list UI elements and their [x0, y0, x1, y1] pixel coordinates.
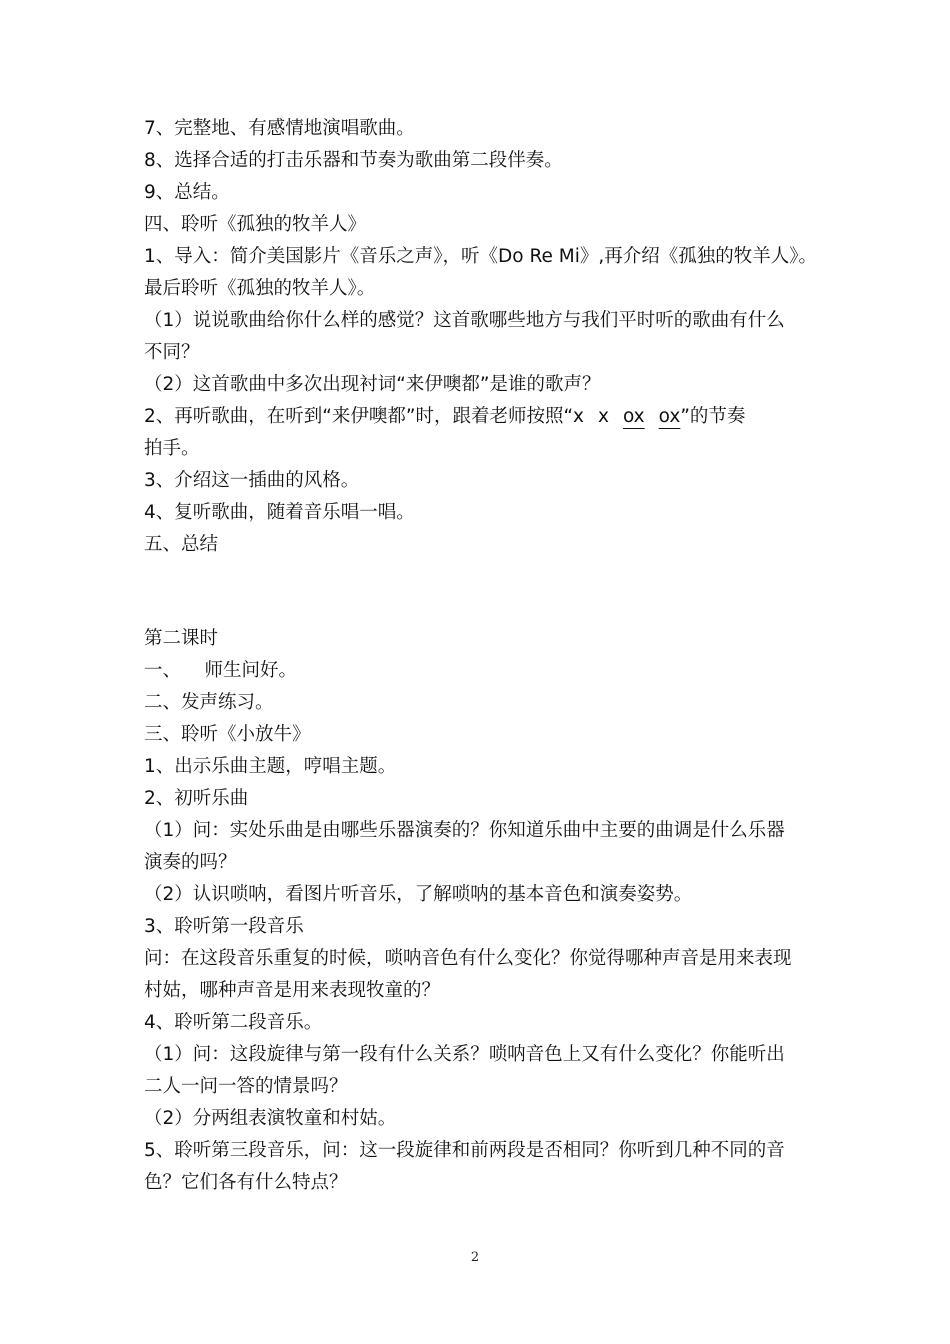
text-line: 最后聆听《孤独的牧羊人》。 [144, 278, 376, 299]
text-line: 演奏的吗？ [144, 852, 237, 873]
text-line: 1、导入：简介美国影片《音乐之声》，听《Do Re Mi》,再介绍《孤独的牧羊人》。 [144, 246, 817, 267]
rhythm-pattern [573, 401, 680, 433]
document-body [144, 113, 817, 1199]
rhythm-note: x [573, 406, 584, 427]
text-line: 问：在这段音乐重复的时候，唢呐音色有什么变化？你觉得哪种声音是用来表现 [144, 948, 792, 969]
text-line: 4、聆听第二段音乐。 [144, 1012, 323, 1033]
rhythm-line-suffix: ”的节奏 [680, 406, 746, 427]
page-number: 2 [470, 1250, 480, 1265]
text-line: 1、出示乐曲主题，哼唱主题。 [144, 756, 397, 777]
text-line: 拍手。 [144, 438, 200, 459]
text-line: 色？它们各有什么特点？ [144, 1172, 348, 1193]
section-gap [144, 561, 810, 623]
text-line: （1）问：实处乐曲是由哪些乐器演奏的？你知道乐曲中主要的曲调是什么乐器 [144, 820, 785, 841]
text-line: 3、介绍这一插曲的风格。 [144, 470, 360, 491]
rhythm-line-prefix: 2、再听歌曲，在听到“来伊噢都”时，跟着老师按照“ [144, 406, 574, 427]
text-line: 2、初听乐曲 [144, 788, 249, 809]
text-line: （2）这首歌曲中多次出现衬词“来伊噢都”是谁的歌声？ [144, 374, 601, 395]
text-line: （2）分两组表演牧童和村姑。 [144, 1108, 397, 1129]
text-line: 二人一问一答的情景吗？ [144, 1076, 348, 1097]
rhythm-note-underlined: ox [622, 406, 645, 427]
text-line: （1）问：这段旋律与第一段有什么关系？唢呐音色上又有什么变化？你能听出 [144, 1044, 785, 1065]
lesson-heading: 第二课时 [144, 628, 219, 649]
rhythm-note: x [597, 406, 609, 427]
text-line: 不同？ [144, 342, 200, 363]
text-line: 5、聆听第三段音乐，问：这一段旋律和前两段是否相同？你听到几种不同的音 [144, 1140, 785, 1161]
section-heading: 一、 师生问好。 [144, 660, 298, 681]
section-heading: 三、聆听《小放牛》 [144, 724, 311, 745]
text-line: 8、选择合适的打击乐器和节奏为歌曲第二段伴奏。 [144, 150, 563, 171]
section-heading: 二、发声练习。 [144, 692, 274, 713]
text-line: （2）认识唢呐，看图片听音乐，了解唢呐的基本音色和演奏姿势。 [144, 884, 693, 905]
text-line: 4、复听歌曲，随着音乐唱一唱。 [144, 502, 415, 523]
text-line: 村姑，哪种声音是用来表现牧童的？ [144, 980, 441, 1001]
rhythm-note-underlined: ox [658, 406, 681, 427]
rhythm-line [144, 401, 810, 433]
text-line: 7、完整地、有感情地演唱歌曲。 [144, 118, 415, 139]
section-heading: 四、聆听《孤独的牧羊人》 [144, 214, 367, 235]
text-line: 9、总结。 [144, 182, 230, 203]
section-heading: 五、总结 [144, 534, 219, 555]
text-line: 3、聆听第一段音乐 [144, 916, 304, 937]
text-line: （1）说说歌曲给你什么样的感觉？这首歌哪些地方与我们平时听的歌曲有什么 [144, 310, 785, 331]
